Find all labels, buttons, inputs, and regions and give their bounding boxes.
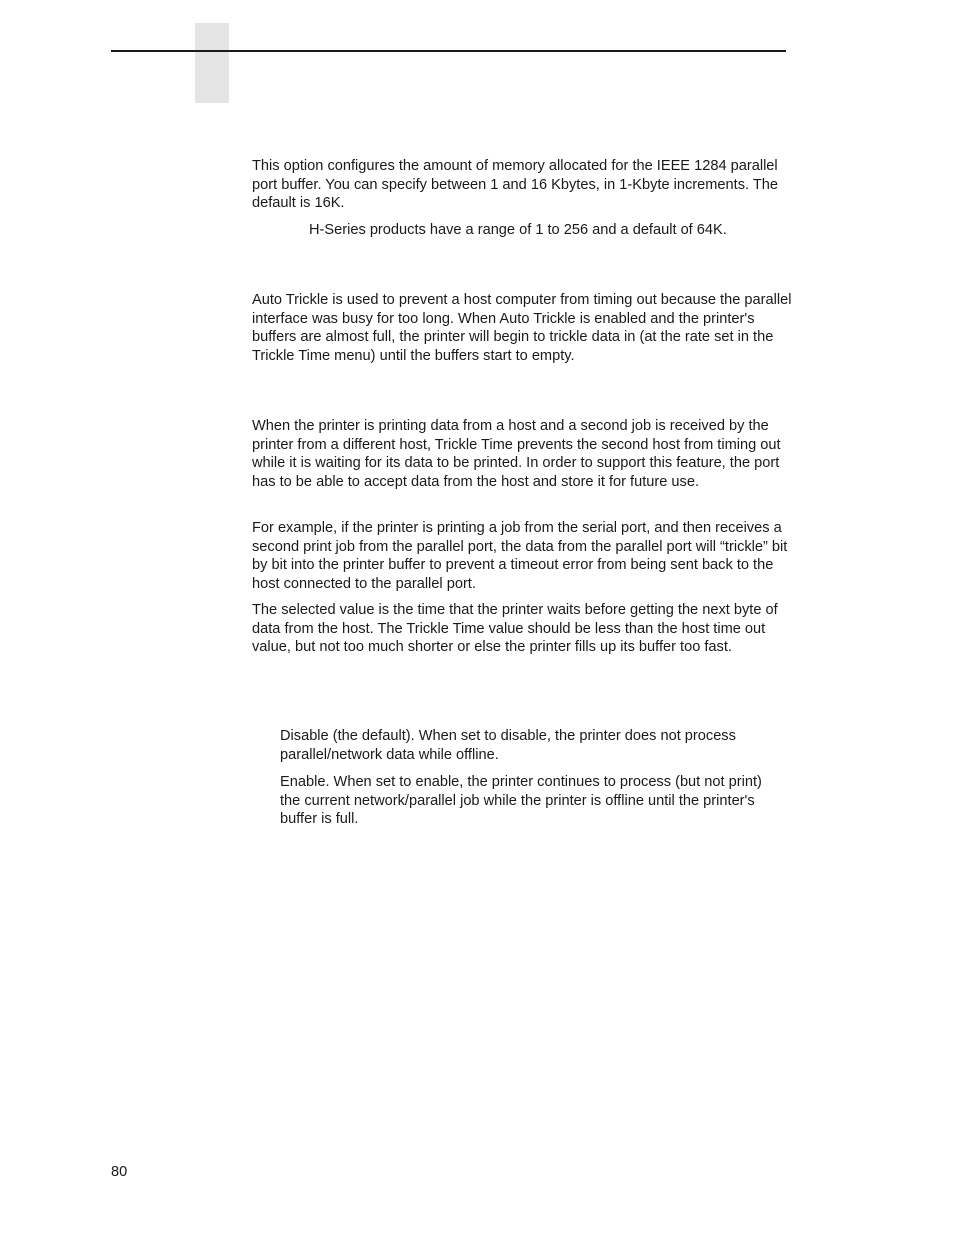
buffer-size-note: H-Series products have a range of 1 to 256 and a default of 64K. xyxy=(309,222,727,238)
option-disable: Disable (the default). When set to disable, the printer does not process parallel/network data while offline. xyxy=(280,728,736,763)
auto-trickle-description: Auto Trickle is used to prevent a host computer from timing out because the parallel interface was busy for too long. When Auto Trickle is enabled and the printer's buffers are almost full, the printer will begin to trickle data in (at the rate set in the Trickle Time menu) until the buffers start to empty. xyxy=(252,292,792,365)
chapter-tab xyxy=(195,23,229,103)
buffer-size-description: This option configures the amount of memory allocated for the IEEE 1284 parallel port buffer. You can specify between 1 and 16 Kbytes, in 1-Kbyte increments. The default is 16K. xyxy=(252,158,778,212)
option-enable: Enable. When set to enable, the printer continues to process (but not print) the current network/parallel job while the printer is offline until the printer's buffer is full. xyxy=(280,774,762,828)
trickle-time-paragraph-2: For example, if the printer is printing a job from the serial port, and then receives a second print job from the parallel port, the data from the parallel port will “trickle” bit by bit into the printer buffer to prevent a timeout error from being sent back to the host connected to the parallel port. xyxy=(252,520,788,593)
header-rule xyxy=(111,50,786,52)
trickle-time-paragraph-1: When the printer is printing data from a host and a second job is received by the printer from a different host, Trickle Time prevents the second host from timing out while it is waiting for its data to be printed. In order to support this feature, the port has to be able to accept data from the host and store it for future use. xyxy=(252,418,781,491)
trickle-time-paragraph-3: The selected value is the time that the printer waits before getting the next byte of data from the host. The Trickle Time value should be less than the host time out value, but not too much shorter or else the printer fills up its buffer too fast. xyxy=(252,602,778,656)
page-number: 80 xyxy=(111,1164,128,1180)
